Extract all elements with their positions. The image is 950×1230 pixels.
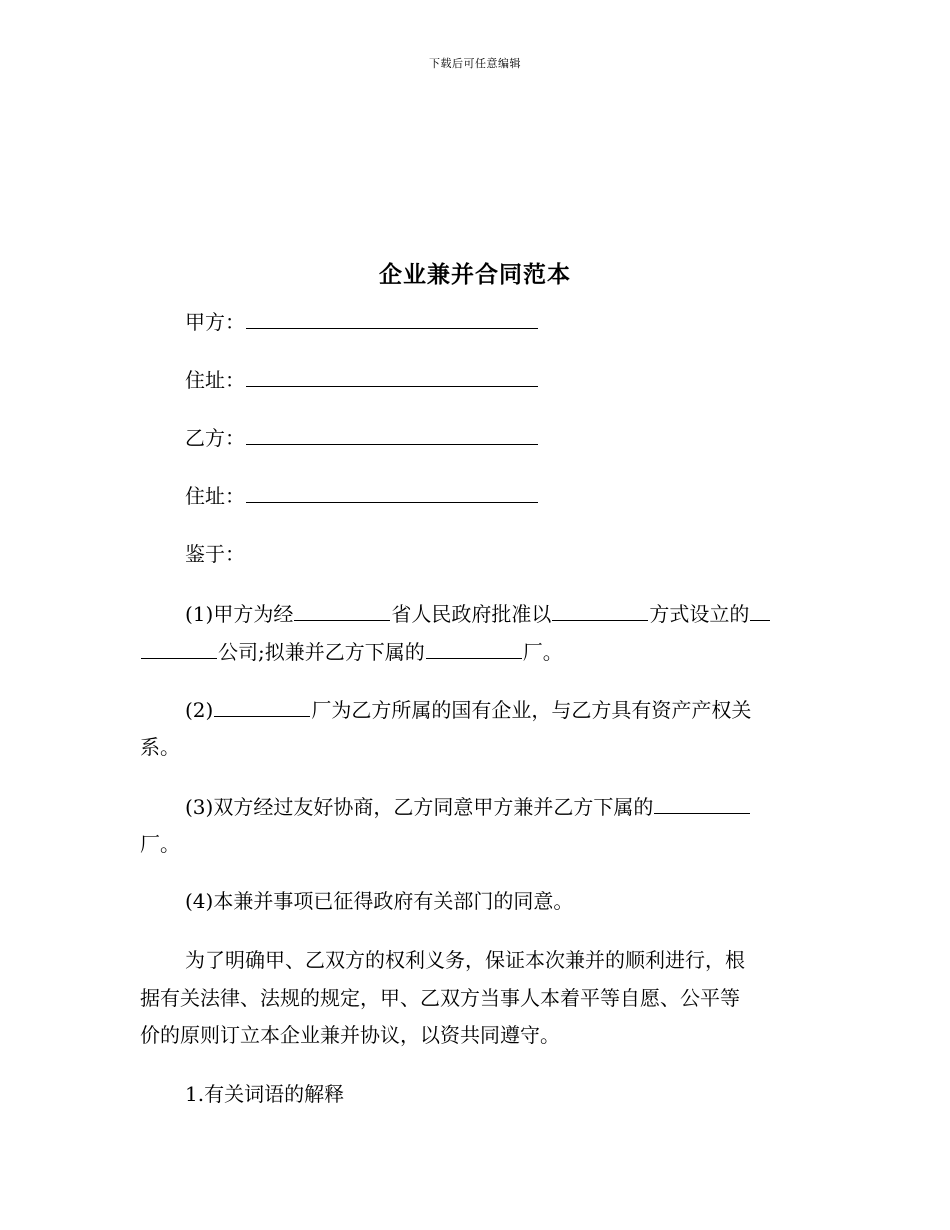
party-a-blank[interactable] [246,306,538,329]
factory-blank-3[interactable] [654,791,750,814]
clause-1-text-c: 方式设立的 [649,602,750,626]
party-a-line [185,306,539,337]
clause-3-text-a: (3)双方经过友好协商，乙方同意甲方兼并乙方下属的 [185,795,654,819]
factory-blank-1[interactable] [426,636,522,659]
address-a-line [185,364,539,395]
clause-4: (4)本兼并事项已征得政府有关部门的同意。 [185,889,574,913]
clause-2-text-a: (2) [185,698,214,722]
factory-blank-2[interactable] [214,694,310,717]
document-title: 企业兼并合同范本 [379,261,571,288]
party-b-blank[interactable] [246,422,538,445]
company-blank-end[interactable] [141,636,217,659]
clause-2-line-2: 系。 [140,735,180,759]
method-blank[interactable] [552,598,648,621]
clause-3-line-2: 厂。 [140,832,180,856]
clause-2-text-b: 厂为乙方所属的国有企业，与乙方具有资产产权关 [311,698,752,722]
purpose-line-3: 价的原则订立本企业兼并协议，以资共同遵守。 [140,1023,560,1047]
company-blank-start[interactable] [750,598,770,621]
address-b-label: 住址： [185,484,245,508]
clause-1-text-b: 省人民政府批准以 [391,602,552,626]
party-b-line [185,422,539,453]
address-b-line [185,480,539,511]
party-b-label: 乙方： [185,426,245,450]
whereas-heading: 鉴于： [185,542,245,566]
clause-1-text-d: 公司;拟兼并乙方下属的 [218,640,425,664]
address-a-label: 住址： [185,368,245,392]
clause-2-line-1 [185,694,751,725]
header-note: 下载后可任意编辑 [429,57,521,70]
address-a-blank[interactable] [246,364,538,387]
purpose-line-2: 据有关法律、法规的规定，甲、乙双方当事人本着平等自愿、公平等 [140,986,740,1010]
province-blank[interactable] [294,598,390,621]
address-b-blank[interactable] [246,480,538,503]
clause-1-text-a: (1)甲方为经 [185,602,294,626]
clause-1-text-e: 厂。 [522,640,563,664]
clause-3-line-1 [185,791,751,822]
party-a-label: 甲方： [185,310,245,334]
purpose-line-1: 为了明确甲、乙双方的权利义务，保证本次兼并的顺利进行，根 [185,948,745,972]
section-1-heading: 1.有关词语的解释 [185,1082,345,1106]
clause-1-line-2 [140,636,563,667]
clause-1-line-1 [185,598,771,629]
